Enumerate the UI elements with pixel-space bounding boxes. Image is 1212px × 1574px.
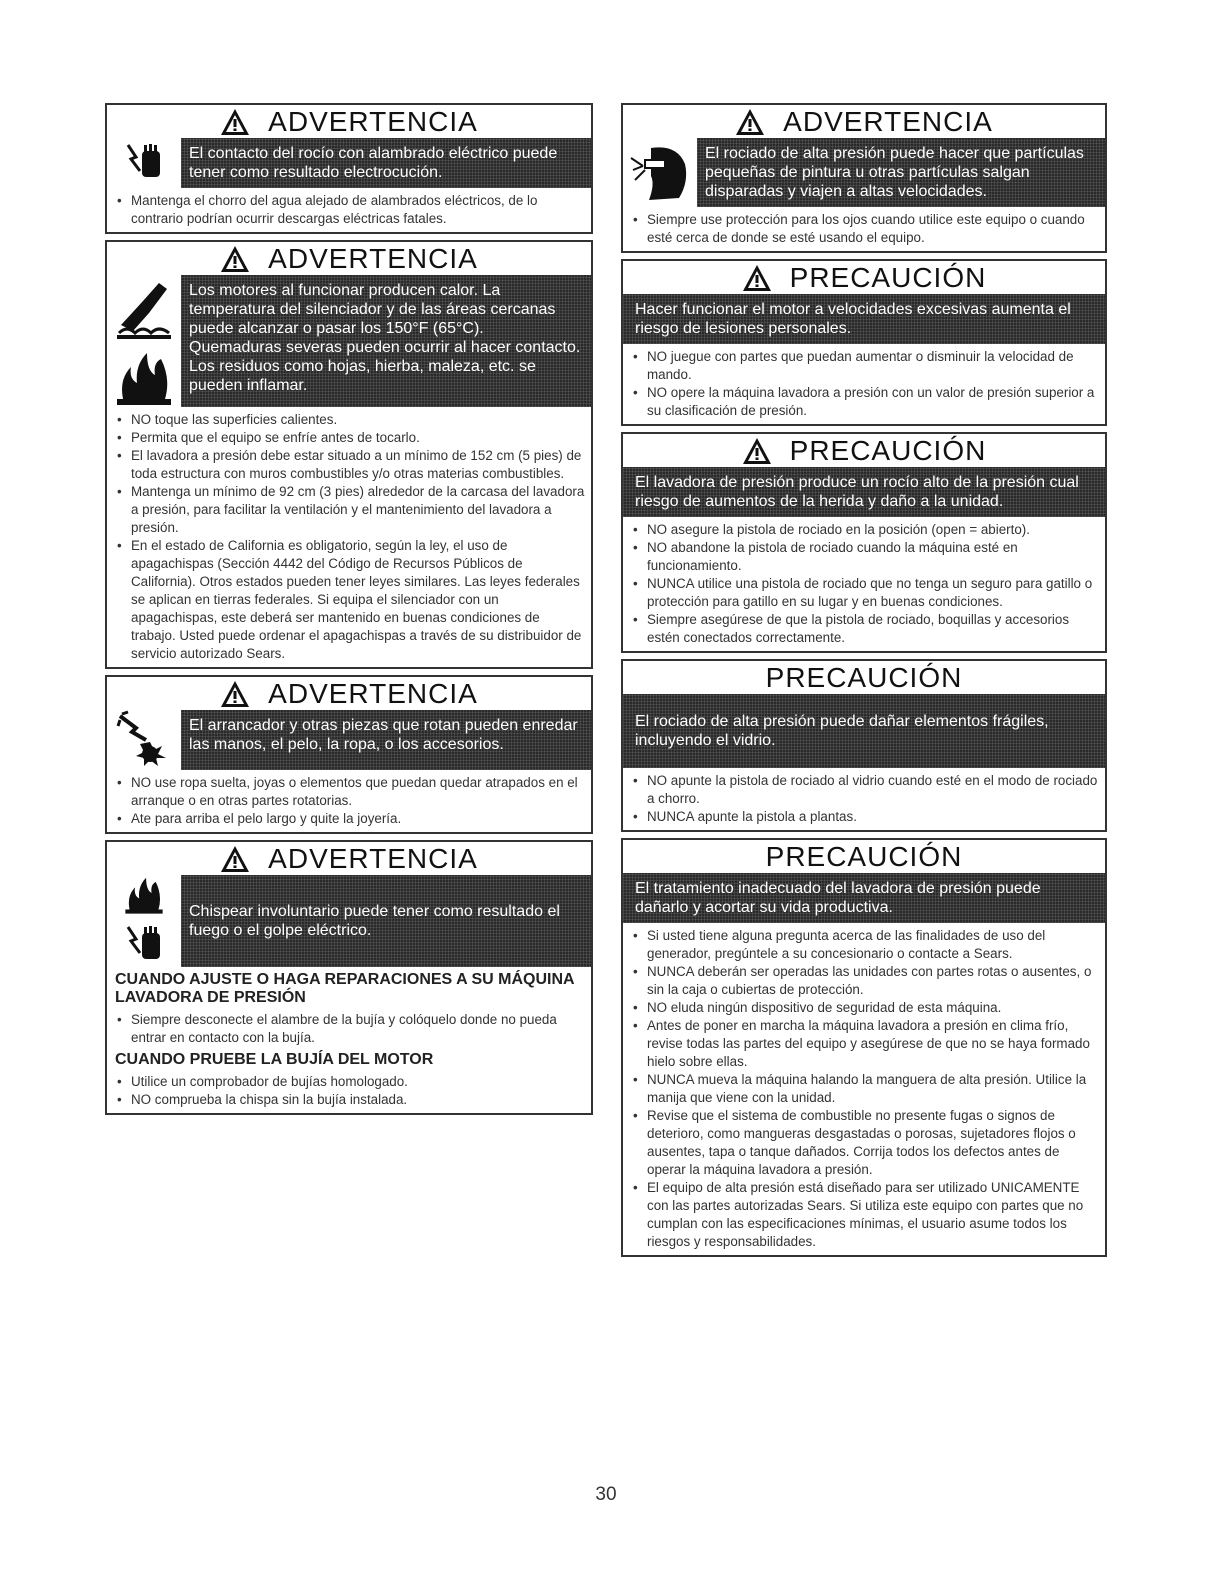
page-number: 30 (595, 1484, 617, 1505)
caution-message-text: El rociado de alta presión puede dañar elementos frágiles, incluyendo el vidrio. (635, 713, 1049, 749)
list-item: • NO abandone la pistola de rociado cuando la máquina esté en funcionamiento. (633, 539, 1101, 575)
warning-triangle-icon (220, 245, 250, 273)
warning-list (107, 1007, 591, 1051)
list-item: • Si usted tiene alguna pregunta acerca de las finalidades de uso del generador, pregúntele a su concesionario o contacte a Sears. (633, 927, 1101, 963)
list-item: • NUNCA deberán ser operadas las unidades con partes rotas o ausentes, o sin la caja o cubiertas de protección. (633, 963, 1101, 999)
list-item: • NUNCA apunte la pistola a plantas. (633, 808, 1101, 826)
caution-message-text: El lavadora de presión produce un rocío alto de la presión cual riesgo de aumentos de la herida y daño a la unidad. (635, 474, 1079, 510)
list-item: • NO opere la máquina lavadora a presión con un valor de presión superior a su clasificación de presión. (633, 384, 1101, 420)
left-column (105, 103, 593, 1121)
list-item: • NO asegure la pistola de rociado en la posición (open = abierto). (633, 521, 1101, 539)
caution-improper-treatment (621, 838, 1107, 1257)
list-item: • NO apunte la pistola de rociado al vidrio cuando esté en el modo de rociado a chorro. (633, 772, 1101, 808)
warning-title (107, 842, 591, 875)
caution-message (623, 694, 1105, 768)
warning-electrocution (105, 103, 593, 234)
warning-message-text: Quemaduras severas pueden ocurrir al hacer contacto. (189, 339, 581, 356)
warning-list (107, 188, 591, 232)
caution-title-text: PRECAUCIÓN (765, 661, 963, 693)
list-item: • NO use ropa suelta, joyas o elementos que puedan quedar atrapados en el arranque o en otras partes rotatorias. (117, 774, 587, 810)
caution-banner (623, 873, 1105, 923)
list-item: • Revise que el sistema de combustible no presente fugas o signos de deterioro, como mangueras desgastadas o porosas, sujetadores flojos o ausentes, tapa o tanque dañados. Corrija todos los defectos antes de operar la máquina lavadora a presión. (633, 1107, 1101, 1179)
warning-triangle-icon (220, 845, 250, 873)
list-item: • Mantenga un mínimo de 92 cm (3 pies) alrededor de la carcasa del lavadora a presión, para facilitar la ventilación y el mantenimiento del lavadora a presión. (117, 483, 587, 537)
warning-message-text: El arrancador y otras piezas que rotan pueden enredar las manos, el pelo, la ropa, o los accesorios. (189, 717, 578, 753)
right-column (621, 103, 1107, 1263)
caution-message-text: Hacer funcionar el motor a velocidades excesivas aumenta el riesgo de lesiones personales. (635, 301, 1071, 337)
caution-message (623, 873, 1105, 923)
warning-sparking (105, 840, 593, 1115)
warning-eye-protection (621, 103, 1107, 253)
warning-banner (107, 138, 591, 188)
electric-shock-icon (107, 138, 181, 188)
warning-title-text: ADVERTENCIA (268, 677, 478, 709)
warning-list (107, 1069, 591, 1113)
caution-banner (623, 467, 1105, 517)
eye-injury-icon (623, 138, 697, 207)
warning-title (107, 242, 591, 275)
list-item: • NO eluda ningún dispositivo de seguridad de esta máquina. (633, 999, 1101, 1017)
electric-shock-icon (122, 923, 166, 967)
warning-message (181, 138, 591, 188)
list-item: • NUNCA utilice una pistola de rociado que no tenga un seguro para gatillo o protección para gatillo en su lugar y en buenas condiciones. (633, 575, 1101, 611)
list-item: • Siempre desconecte el alambre de la bujía y colóquelo donde no pueda entrar en contacto con la bujía. (117, 1011, 587, 1047)
warning-title-text: ADVERTENCIA (268, 242, 478, 274)
warning-title-text: ADVERTENCIA (268, 842, 478, 874)
warning-title-text: ADVERTENCIA (268, 105, 478, 137)
entanglement-icon (107, 710, 181, 770)
list-item: • Mantenga el chorro del agua alejado de alambrados eléctricos, de lo contrario podrían ocurrir descargas eléctricas fatales. (117, 192, 587, 228)
fire-icon (122, 875, 166, 915)
caution-list (623, 923, 1105, 1255)
warning-triangle-icon (735, 108, 765, 136)
caution-high-pressure-spray (621, 432, 1107, 653)
hot-surface-icon (113, 275, 175, 341)
list-item: • Utilice un comprobador de bujías homologado. (117, 1073, 587, 1091)
list-item: • En el estado de California es obligatorio, según la ley, el uso de apagachispas (Sección 4442 del Código de Recursos Públicos de California). Otros estados pueden tener leyes similares. Las leyes federales se aplican en tierras federales. Si equipa el silenciador con un apagachispas, este deberá ser mantenido en buenas condiciones de trabajo. Usted puede ordenar el apagachispas a través de su distribuidor de servicio autorizado Sears. (117, 537, 587, 663)
fire-and-shock-icons (107, 875, 181, 967)
caution-title-text: PRECAUCIÓN (765, 840, 963, 872)
warning-message (181, 875, 591, 967)
warning-message (181, 710, 591, 770)
warning-banner (107, 710, 591, 770)
list-item: • NO juegue con partes que puedan aumentar o disminuir la velocidad de mando. (633, 348, 1101, 384)
caution-title (623, 434, 1105, 467)
list-item: • Siempre asegúrese de que la pistola de rociado, boquillas y accesorios estén conectados correctamente. (633, 611, 1101, 647)
list-item: • NUNCA mueva la máquina halando la manguera de alta presión. Utilice la manija que viene con la unidad. (633, 1071, 1101, 1107)
hot-surface-and-fire-icons (107, 275, 181, 407)
warning-triangle-icon (220, 108, 250, 136)
warning-banner (107, 875, 591, 967)
caution-title-text: PRECAUCIÓN (789, 434, 987, 466)
warning-rotating-parts (105, 675, 593, 834)
caution-list (623, 344, 1105, 424)
warning-banner (623, 138, 1105, 207)
caution-banner (623, 694, 1105, 768)
warning-title (107, 677, 591, 710)
warning-title (623, 105, 1105, 138)
warning-hot-surfaces (105, 240, 593, 669)
list-item: • NO comprueba la chispa sin la bujía instalada. (117, 1091, 587, 1109)
list-item: • NO toque las superficies calientes. (117, 411, 587, 429)
caution-title (623, 661, 1105, 694)
caution-list (623, 768, 1105, 830)
warning-list (623, 207, 1105, 251)
list-item: • Permita que el equipo se enfríe antes de tocarlo. (117, 429, 587, 447)
list-item: • Ate para arriba el pelo largo y quite la joyería. (117, 810, 587, 828)
warning-list (107, 770, 591, 832)
caution-message (623, 294, 1105, 344)
warning-message (181, 275, 591, 407)
caution-message-text: El tratamiento inadecuado del lavadora de presión puede dañarlo y acortar su vida productiva. (635, 880, 1041, 916)
fire-icon (113, 349, 175, 407)
list-item: • El lavadora a presión debe estar situado a un mínimo de 152 cm (5 pies) de toda estructura con muros combustibles y/o otras materias combustibles. (117, 447, 587, 483)
list-item: • Siempre use protección para los ojos cuando utilice este equipo o cuando esté cerca de donde se esté usando el equipo. (633, 211, 1101, 247)
caution-title (623, 840, 1105, 873)
warning-title-text: ADVERTENCIA (783, 105, 993, 137)
warning-banner (107, 275, 591, 407)
section-subheading: CUANDO PRUEBE LA BUJÍA DEL MOTOR (115, 1051, 434, 1068)
caution-speed (621, 259, 1107, 426)
section-subheading: CUANDO AJUSTE O HAGA REPARACIONES A SU MÁQUINA LAVADORA DE PRESIÓN (115, 971, 574, 1006)
warning-message-text: Los motores al funcionar producen calor. La temperatura del silenciador y de las áreas cercanas puede alcanzar o pasar los 150°F (65°C). (189, 282, 556, 337)
warning-triangle-icon (742, 264, 772, 292)
list-item: • El equipo de alta presión está diseñado para ser utilizado UNICAMENTE con las partes autorizadas Sears. Si utiliza este equipo con partes que no cumplan con las especificaciones mínimas, el usuario asume todos los riesgos y responsabilidades. (633, 1179, 1101, 1251)
warning-message (697, 138, 1105, 207)
warning-message-text: El contacto del rocío con alambrado eléctrico puede tener como resultado electrocución. (189, 145, 558, 181)
caution-message (623, 467, 1105, 517)
warning-triangle-icon (742, 437, 772, 465)
warning-triangle-icon (220, 680, 250, 708)
caution-fragile-items (621, 659, 1107, 832)
caution-banner (623, 294, 1105, 344)
warning-message-text: El rociado de alta presión puede hacer que partículas pequeñas de pintura u otras partículas salgan disparadas y viajen a altas velocidades. (705, 145, 1084, 200)
caution-title (623, 261, 1105, 294)
warning-list (107, 407, 591, 667)
list-item: • Antes de poner en marcha la máquina lavadora a presión en clima frío, revise todas las partes del equipo y asegúrese de que no se haya formado hielo sobre ellas. (633, 1017, 1101, 1071)
warning-message-text: Chispear involuntario puede tener como resultado el fuego o el golpe eléctrico. (189, 903, 560, 939)
warning-title (107, 105, 591, 138)
warning-message-text: Los residuos como hojas, hierba, maleza, etc. se pueden inflamar. (189, 358, 536, 394)
caution-list (623, 517, 1105, 651)
caution-title-text: PRECAUCIÓN (789, 261, 987, 293)
